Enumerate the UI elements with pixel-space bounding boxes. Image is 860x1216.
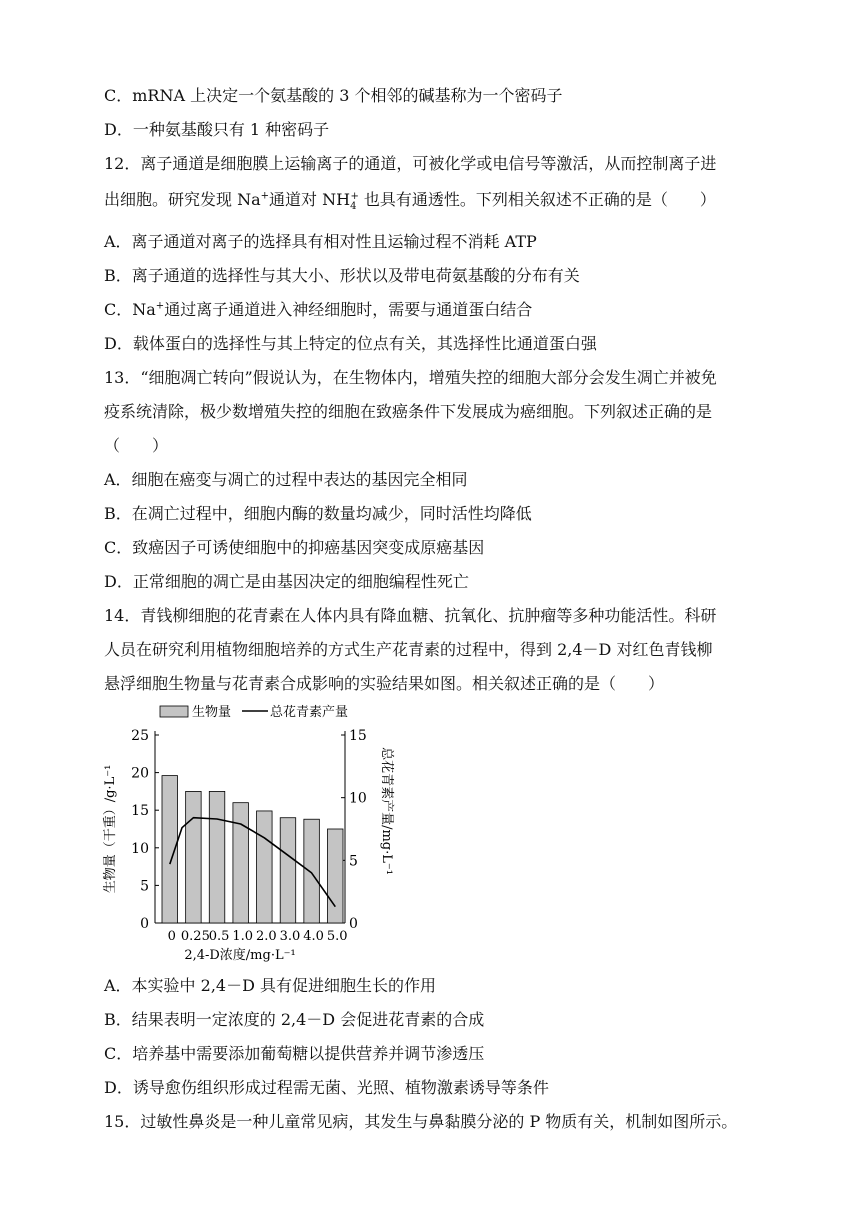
x-tick-label: 4.0 [303, 929, 324, 944]
x-axis-label: 2,4-D浓度/mg·L⁻¹ [184, 948, 296, 962]
option-b-q14: B．结果表明一定浓度的 2,4－D 会促进花青素的合成 [104, 1010, 485, 1029]
bar [257, 811, 273, 923]
x-tick-label: 2.0 [255, 929, 277, 944]
legend-bar-swatch [160, 706, 188, 717]
bar [186, 791, 202, 923]
question-14-stem-cont: 人员在研究利用植物细胞培养的方式生产花青素的过程中，得到 2,4－D 对红色青钱柳 [104, 640, 713, 659]
left-tick-label: 0 [140, 916, 149, 932]
left-tick-label: 25 [131, 728, 149, 744]
legend-line-label: 总花青素产量 [270, 705, 349, 720]
left-axis-label: 生物量（干重）/g·L⁻¹ [103, 764, 118, 894]
right-axis-label: 总花青素产量/mg·L⁻¹ [379, 747, 394, 875]
option-a-q13: A．细胞在癌变与凋亡的过程中表达的基因完全相同 [104, 470, 468, 489]
question-13-paren: （ ） [104, 436, 169, 455]
legend-bar-label: 生物量 [192, 705, 232, 720]
option-c-q11: C．mRNA 上决定一个氨基酸的 3 个相邻的碱基称为一个密码子 [104, 86, 563, 105]
x-tick-label: 5.0 [326, 929, 348, 944]
option-d-q13: D．正常细胞的凋亡是由基因决定的细胞编程性死亡 [104, 572, 469, 591]
right-tick-label: 10 [349, 790, 367, 807]
question-14-stem: 14．青钱柳细胞的花青素在人体内具有降血糖、抗氧化、抗肿瘤等多种功能活性。科研 [104, 606, 717, 625]
option-a-q12: A．离子通道对离子的选择具有相对性且运输过程不消耗 ATP [104, 232, 537, 251]
left-tick-label: 10 [131, 840, 149, 857]
x-tick-label: 1.0 [232, 929, 254, 944]
bar [280, 818, 296, 923]
option-b-q13: B．在凋亡过程中，细胞内酶的数量均减少，同时活性均降低 [104, 504, 532, 523]
bar [304, 819, 320, 923]
option-b-q12: B．离子通道的选择性与其大小、形状以及带电荷氨基酸的分布有关 [104, 266, 580, 285]
x-tick-label: 3.0 [279, 929, 301, 944]
option-c-q13: C．致癌因子可诱使细胞中的抑癌基因突变成原癌基因 [104, 538, 485, 557]
left-tick-label: 15 [131, 803, 149, 820]
bar [209, 791, 225, 923]
option-d-q12: D．载体蛋白的选择性与其上特定的位点有关，其选择性比通道蛋白强 [104, 334, 597, 353]
question-15-stem: 15．过敏性鼻炎是一种儿童常见病，其发生与鼻黏膜分泌的 P 物质有关，机制如图所示。 [104, 1112, 738, 1131]
question-12-stem-cont: 出细胞。研究发现 Na+通道对 $NH_4^+$ 也具有通透性。下列相关叙述不正确的是（ ） [104, 190, 716, 213]
question-12-stem: 12．离子通道是细胞膜上运输离子的通道，可被化学或电信号等激活，从而控制离子进 [104, 154, 717, 173]
option-d-q11: D．一种氨基酸只有 1 种密码子 [104, 120, 330, 139]
bar [233, 803, 249, 923]
left-tick-label: 5 [140, 878, 149, 895]
option-c-q14: C．培养基中需要添加葡萄糖以提供营养并调节渗透压 [104, 1044, 485, 1063]
question-13-stem: 13．“细胞凋亡转向”假说认为，在生物体内，增殖失控的细胞大部分会发生凋亡并被免 [104, 368, 717, 387]
bar [328, 829, 344, 923]
right-tick-label: 15 [349, 728, 367, 744]
option-a-q14: A．本实验中 2,4－D 具有促进细胞生长的作用 [104, 976, 437, 995]
x-tick-label: 0.25 [180, 929, 210, 944]
question-13-stem-cont: 疫系统清除，极少数增殖失控的细胞在致癌条件下发展成为癌细胞。下列叙述正确的是 [104, 402, 713, 421]
right-tick-label: 0 [349, 916, 358, 932]
x-tick-label: 0.5 [208, 929, 230, 944]
right-tick-label: 5 [349, 853, 358, 870]
chart [100, 700, 400, 962]
option-c-q12: C．Na+通过离子通道进入神经细胞时，需要与通道蛋白结合 [104, 300, 533, 319]
biomass-anthocyanin-chart [100, 700, 400, 962]
question-14-stem-cont2: 悬浮细胞生物量与花青素合成影响的实验结果如图。相关叙述正确的是（ ） [104, 674, 665, 693]
option-d-q14: D．诱导愈伤组织形成过程需无菌、光照、植物激素诱导等条件 [104, 1078, 549, 1097]
left-tick-label: 20 [131, 765, 149, 782]
x-tick-label: 0 [167, 929, 176, 944]
